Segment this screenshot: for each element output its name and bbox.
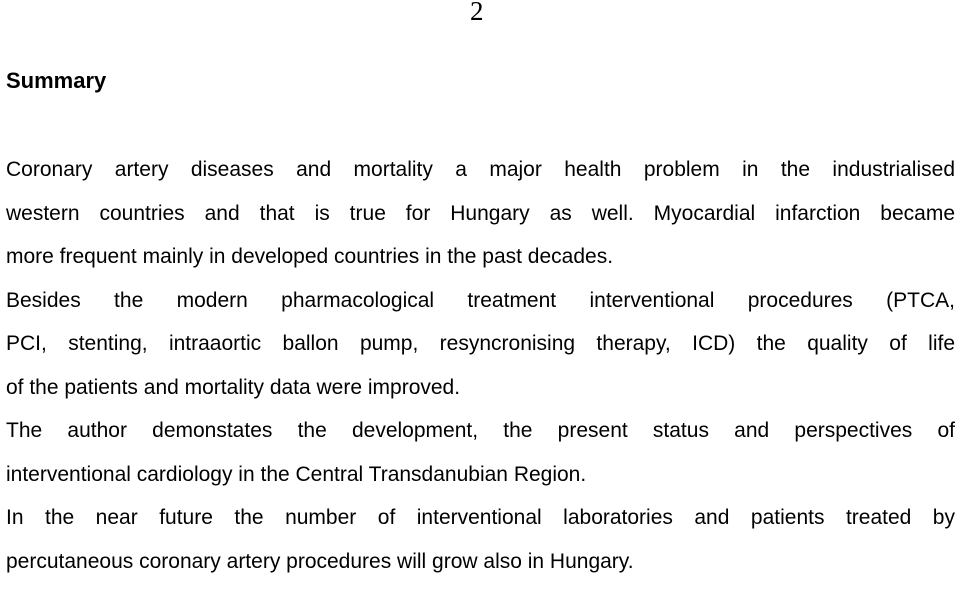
text-line: Coronary artery diseases and mortality a major health problem in the industrialised [6,155,955,199]
text-line: In the near future the number of interventional laboratories and patients treated by [6,503,955,547]
text-line: interventional cardiology in the Central Transdanubian Region. [6,460,955,504]
text-line: of the patients and mortality data were improved. [6,373,955,417]
text-line: percutaneous coronary artery procedures will grow also in Hungary. [6,547,955,590]
section-heading: Summary [6,68,106,94]
text-line: more frequent mainly in developed countries in the past decades. [6,242,955,286]
summary-text [6,155,955,590]
text-line: The author demonstates the development, the present status and perspectives of [6,416,955,460]
text-line: PCI, stenting, intraaortic ballon pump, resyncronising therapy, ICD) the quality of life [6,329,955,373]
text-line: western countries and that is true for Hungary as well. Myocardial infarction became [6,199,955,243]
text-line: Besides the modern pharmacological treatment interventional procedures (PTCA, [6,286,955,330]
page-number: 2 [470,0,484,27]
